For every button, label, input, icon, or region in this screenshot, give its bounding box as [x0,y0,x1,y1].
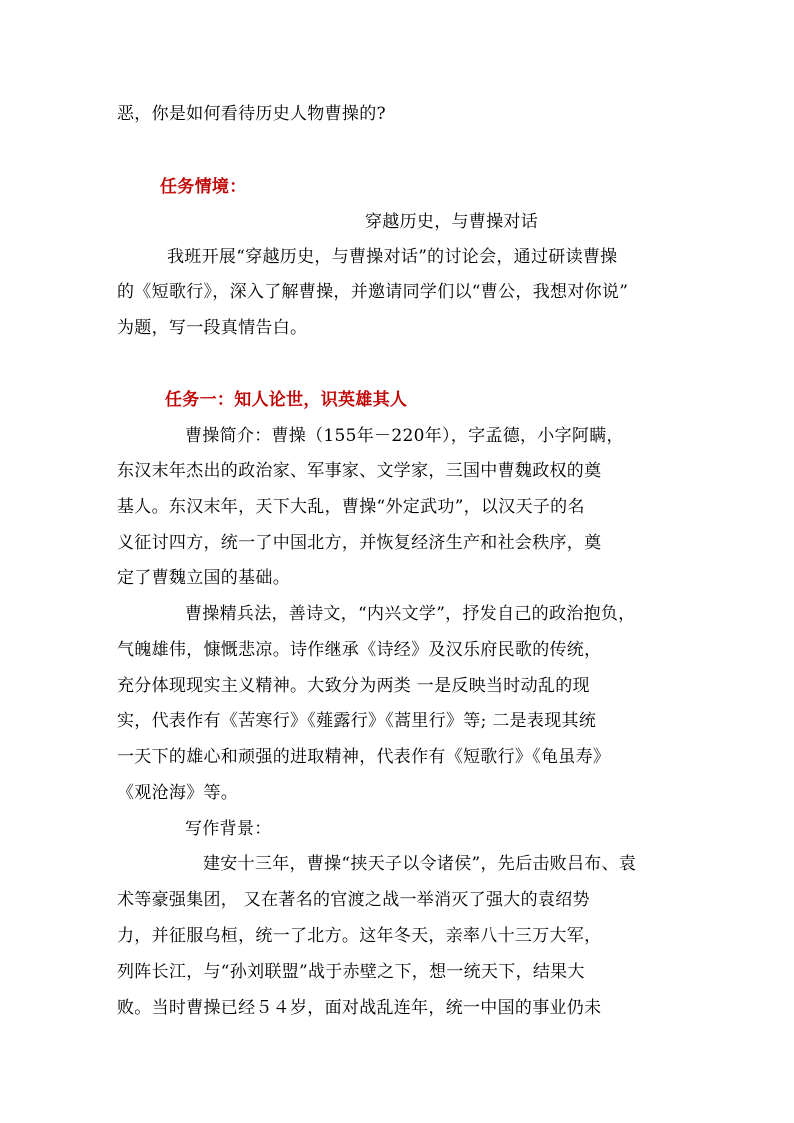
task1-para1-line: 义征讨四方，统一了中国北方，并恢复经济生产和社会秩序，奠 [117,533,602,553]
situation-text-line: 的《短歌行》，深入了解曹操，并邀请同学们以“曹公，我想对你说” [117,282,629,302]
task1-para2-line: 《观沧海》等。 [117,783,239,803]
intro-text-line: 恶，你是如何看待历史人物曹操的? [117,104,386,124]
task1-para3-line: 败。当时曹操已经５４岁，面对战乱连年，统一中国的事业仍未 [117,998,602,1018]
task1-heading: 任务一：知人论世，识英雄其人 [165,390,408,410]
situation-subtitle: 穿越历史，与曹操对话 [365,212,538,232]
task1-para2-line: 曹操精兵法，善诗文，“内兴文学”，抒发自己的政治抱负， [185,604,636,624]
task1-para3-line: 建安十三年，曹操“挟天子以令诸侯”，先后击败吕布、袁 [203,854,637,874]
background-label: 写作背景： [185,819,272,839]
task1-para1-line: 基人。东汉末年，天下大乱，曹操“外定武功”，以汉天子的名 [117,497,585,517]
situation-heading: 任务情境： [160,177,247,197]
task1-para2-line: 气魄雄伟，慷慨悲凉。诗作继承《诗经》及汉乐府民歌的传统， [117,640,602,660]
task1-para3-line: 术等豪强集团， 又在著名的官渡之战一举消灭了强大的袁绍势 [117,890,590,910]
task1-para2-line: 实，代表作有《苦寒行》《薤露行》《蒿里行》等; 二是表现其统 [117,711,597,731]
task1-para1-line: 东汉末年杰出的政治家、军事家、文学家，三国中曹魏政权的奠 [117,461,602,481]
task1-para1-line: 曹操简介：曹操（155年－220年），字孟德，小字阿瞒， [185,426,624,446]
situation-text-line: 为题，写一段真情告白。 [117,318,308,338]
task1-para3-line: 力，并征服乌桓，统一了北方。这年冬天，亲率八十三万大军， [117,926,602,946]
task1-para2-line: 一天下的雄心和顽强的进取精神，代表作有《短歌行》《龟虽寿》 [117,747,611,767]
task1-para1-line: 定了曹魏立国的基础。 [117,568,290,588]
task1-para3-line: 列阵长江，与“孙刘联盟”战于赤壁之下，想一统天下，结果大 [117,962,585,982]
situation-text-line: 我班开展“穿越历史，与曹操对话”的讨论会，通过研读曹操 [167,247,618,267]
task1-para2-line: 充分体现现实主义精神。大致分为两类 一是反映当时动乱的现 [117,676,590,696]
